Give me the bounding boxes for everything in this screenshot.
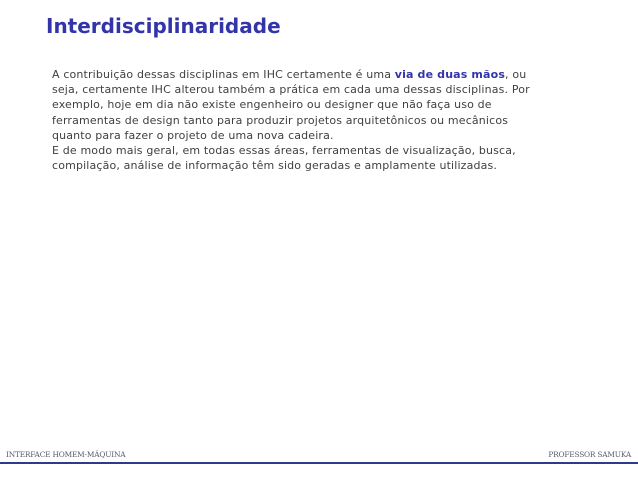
- text-run: , ou: [505, 68, 527, 81]
- text-run: A contribuição dessas disciplinas em IHC certamente é uma: [52, 68, 395, 81]
- slide-title: Interdisciplinaridade: [46, 14, 281, 38]
- emphasis-text: via de duas mãos: [394, 68, 506, 81]
- footer-divider: [0, 462, 638, 464]
- paragraph-general: [52, 143, 592, 173]
- paragraph-line: [52, 67, 592, 82]
- paragraph-line: seja, certamente IHC alterou também a prática em cada uma dessas disciplinas. Por: [52, 83, 530, 97]
- footer-course-name: INTERFACE HOMEM-MÁQUINA: [6, 450, 126, 459]
- slide-body: [52, 67, 592, 173]
- paragraph-line: exemplo, hoje em dia não existe engenheiro ou designer que não faça uso de: [52, 98, 492, 112]
- paragraph-line: compilação, análise de informação têm sido geradas e amplamente utilizadas.: [52, 159, 498, 173]
- paragraph-line: quanto para fazer o projeto de uma nova cadeira.: [52, 128, 334, 142]
- paragraph-line: E de modo mais geral, em todas essas áreas, ferramentas de visualização, busca,: [52, 144, 516, 158]
- footer-professor-name: PROFESSOR SAMUKA: [548, 450, 631, 459]
- paragraph-contribution: [52, 67, 592, 143]
- paragraph-line: ferramentas de design tanto para produzir projetos arquitetônicos ou mecânicos: [52, 113, 509, 127]
